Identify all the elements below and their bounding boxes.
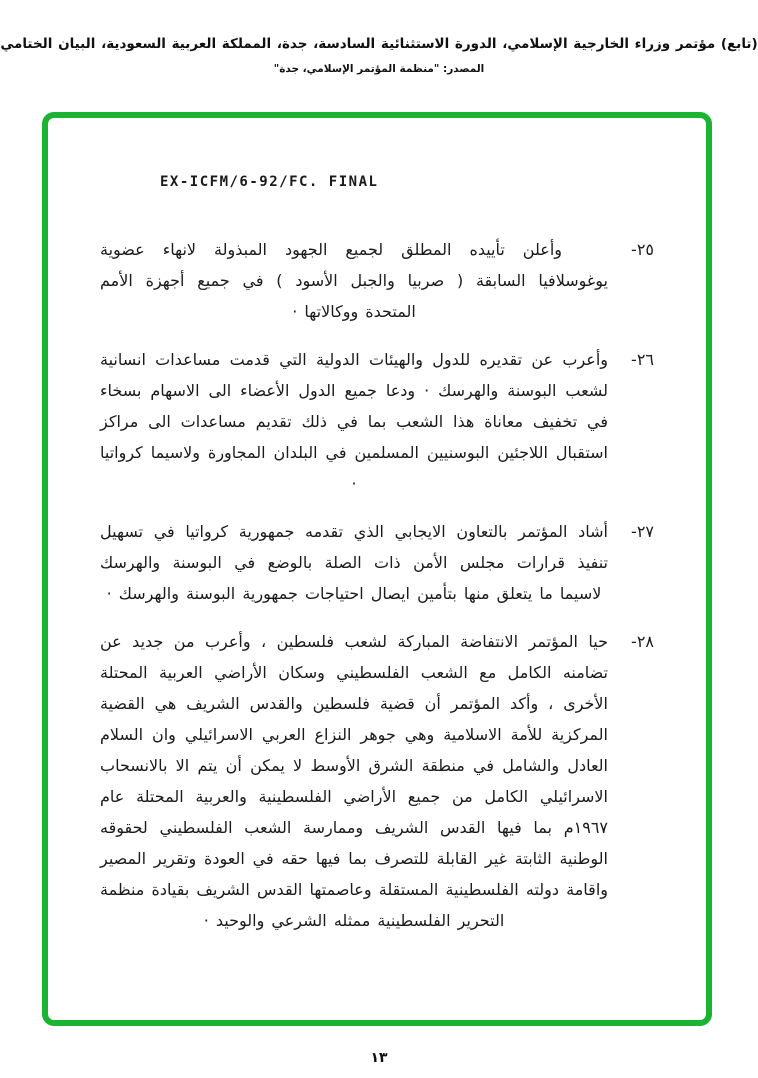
paragraph-28-text: حيا المؤتمر الانتفاضة المباركة لشعب فلسطين ، وأعرب من جديد عن تضامنه الكامل مع الشعب الفلسطيني وسكان الأراضي العربية المحتلة الأخرى ، وأكد المؤتمر أن قضية فلسطين والقدس الشريف هي القضية المركزية للأمة الاسلامية وهي جوهر النزاع العربي الاسرائيلي وان السلام العادل والشامل في منطقة الشرق الأوسط لا يمكن أن يتم الا بالانسحاب الاسرائيلي الكامل من جميع الأراضي الفلسطينية والعربية المحتلة عام ١٩٦٧م بما فيها القدس الشريف وممارسة الشعب الفلسطيني لحقوقه الوطنية الثابتة غير القابلة للتصرف بما فيها حقه في العودة وتقرير المصير واقامة دولته الفلسطينية المستقلة وعاصمتها القدس الشريف بقيادة منظمة التحرير الفلسطينية ممثله الشرعي والوحيد ·	[100, 632, 608, 930]
paragraph-26-text: وأعرب عن تقديره للدول والهيئات الدولية التي قدمت مساعدات انسانية لشعب البوسنة والهرسك · ودعا جميع الدول الأعضاء الى الاسهام بسخاء في تخفيف معاناة هذا الشعب بما في ذلك تقديم مساعدات الى مراكز استقبال اللاجئين البوسنيين المسلمين في البلدان المجاورة ولاسيما كرواتيا ·	[100, 350, 608, 493]
paragraph-28	[100, 626, 654, 936]
green-document-frame	[42, 112, 712, 1026]
paragraph-27	[100, 516, 654, 609]
paragraph-26-number: ٢٦-	[631, 350, 654, 369]
paragraph-27-text: أشاد المؤتمر بالتعاون الايجابي الذي تقدمه جمهورية كرواتيا في تسهيل تنفيذ قرارات مجلس الأمن ذات الصلة بالوضع في البوسنة والهرسك لاسيما ما يتعلق منها بتأمين ايصال احتياجات جمهورية البوسنة والهرسك ·	[100, 522, 608, 603]
page-number: ١٣	[370, 1050, 388, 1066]
paragraph-list	[100, 234, 654, 936]
paragraph-25	[100, 234, 654, 327]
paragraph-26	[100, 344, 654, 499]
page-header	[0, 36, 758, 75]
document-header-title: (تابع) مؤتمر وزراء الخارجية الإسلامي، الدورة الاستثنائية السادسة، جدة، المملكة العربية السعودية، البيان الختامي	[0, 36, 758, 52]
paragraph-28-number: ٢٨-	[631, 632, 654, 651]
paragraph-25-text: وأعلن تأييده المطلق لجميع الجهود المبذولة لانهاء عضوية يوغوسلافيا السابقة ( صربيا والجبل الأسود ) في جميع أجهزة الأمم المتحدة ووكالاتها ·	[100, 240, 608, 321]
paragraph-27-number: ٢٧-	[631, 522, 654, 541]
paragraph-25-number: ٢٥-	[631, 240, 654, 259]
document-reference-code: EX-ICFM/6-92/FC. FINAL	[160, 174, 379, 190]
document-source-line: المصدر: "منظمة المؤتمر الإسلامي، جدة"	[273, 63, 485, 75]
